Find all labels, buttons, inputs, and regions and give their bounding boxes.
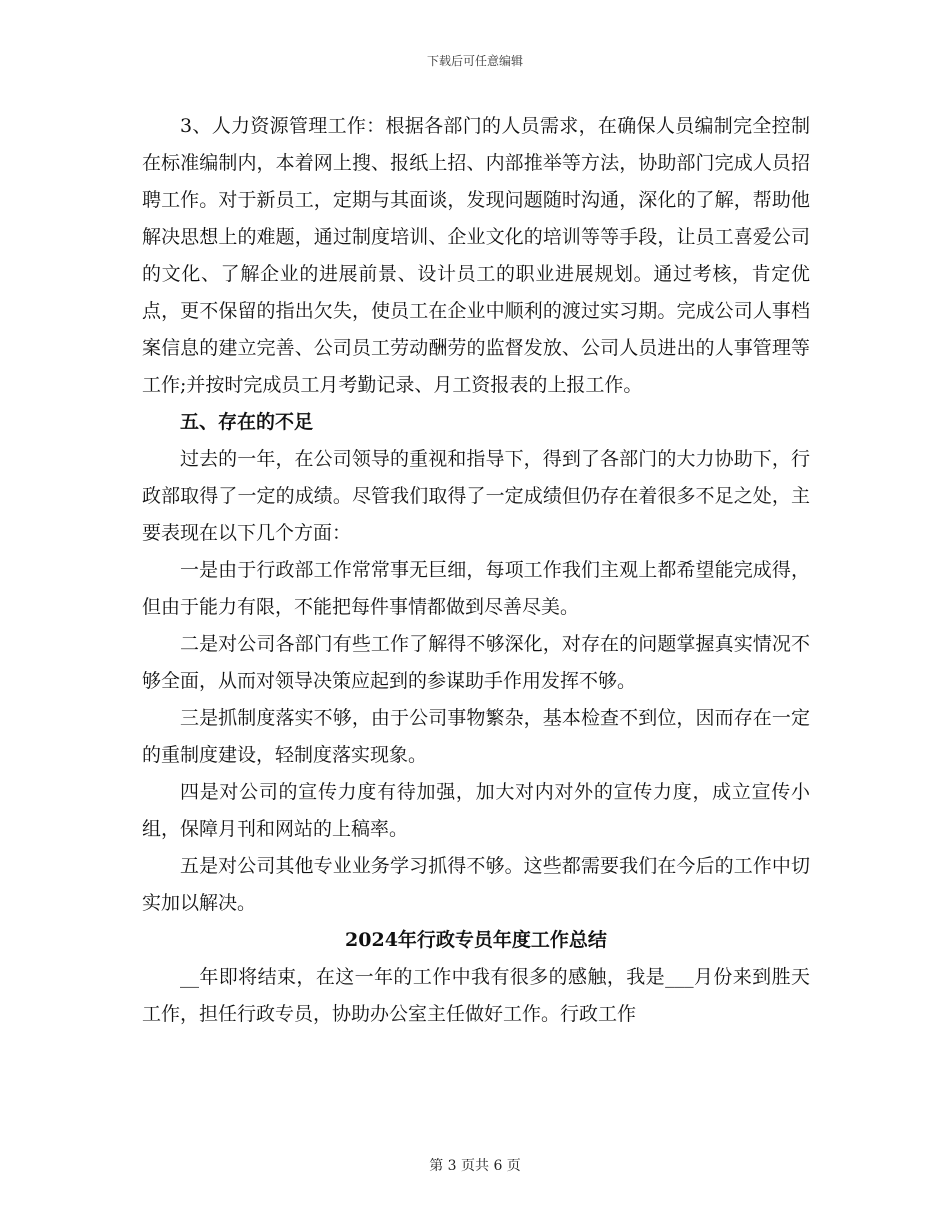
document-title: 2024年行政专员年度工作总结	[345, 929, 607, 951]
paragraph-past-year: 过去的一年，在公司领导的重视和指导下，得到了各部门的大力协助下，行政部取得了一定的成绩。尽管我们取得了一定成绩但仍存在着很多不足之处，主要表现在以下几个方面：	[142, 448, 810, 544]
page-footer: 第 3 页共 6 页	[429, 1158, 521, 1174]
section-heading-shortcomings: 五、存在的不足	[180, 411, 314, 433]
paragraph-point-two: 二是对公司各部门有些工作了解得不够深化，对存在的问题掌握真实情况不够全面，从而对领导决策应起到的参谋助手作用发挥不够。	[142, 633, 810, 692]
page-header: 下载后可任意编辑	[426, 54, 523, 68]
paragraph-point-four: 四是对公司的宣传力度有待加强，加大对内对外的宣传力度，成立宣传小组，保障月刊和网站的上稿率。	[142, 781, 810, 840]
paragraph-intro: __年即将结束，在这一年的工作中我有很多的感触，我是___月份来到胜天工作，担任行政专员，协助办公室主任做好工作。行政工作	[142, 966, 810, 1025]
document-body	[142, 108, 810, 1033]
paragraph-point-three: 三是抓制度落实不够，由于公司事物繁杂，基本检查不到位，因而存在一定的重制度建设，轻制度落实现象。	[142, 707, 810, 766]
paragraph-point-one: 一是由于行政部工作常常事无巨细，每项工作我们主观上都希望能完成得，但由于能力有限，不能把每件事情都做到尽善尽美。	[142, 559, 810, 618]
paragraph-point-five: 五是对公司其他专业业务学习抓得不够。这些都需要我们在今后的工作中切实加以解决。	[142, 855, 810, 914]
paragraph-hr-work: 3、人力资源管理工作：根据各部门的人员需求，在确保人员编制完全控制在标准编制内，本着网上搜、报纸上招、内部推举等方法，协助部门完成人员招聘工作。对于新员工，定期与其面谈，发现问题随时沟通，深化的了解，帮助他解决思想上的难题，通过制度培训、企业文化的培训等等手段，让员工喜爱公司的文化、了解企业的进展前景、设计员工的职业进展规划。通过考核，肯定优点，更不保留的指出欠失，使员工在企业中顺利的渡过实习期。完成公司人事档案信息的建立完善、公司员工劳动酬劳的监督发放、公司人员进出的人事管理等工作;并按时完成员工月考勤记录、月工资报表的上报工作。	[142, 115, 810, 396]
